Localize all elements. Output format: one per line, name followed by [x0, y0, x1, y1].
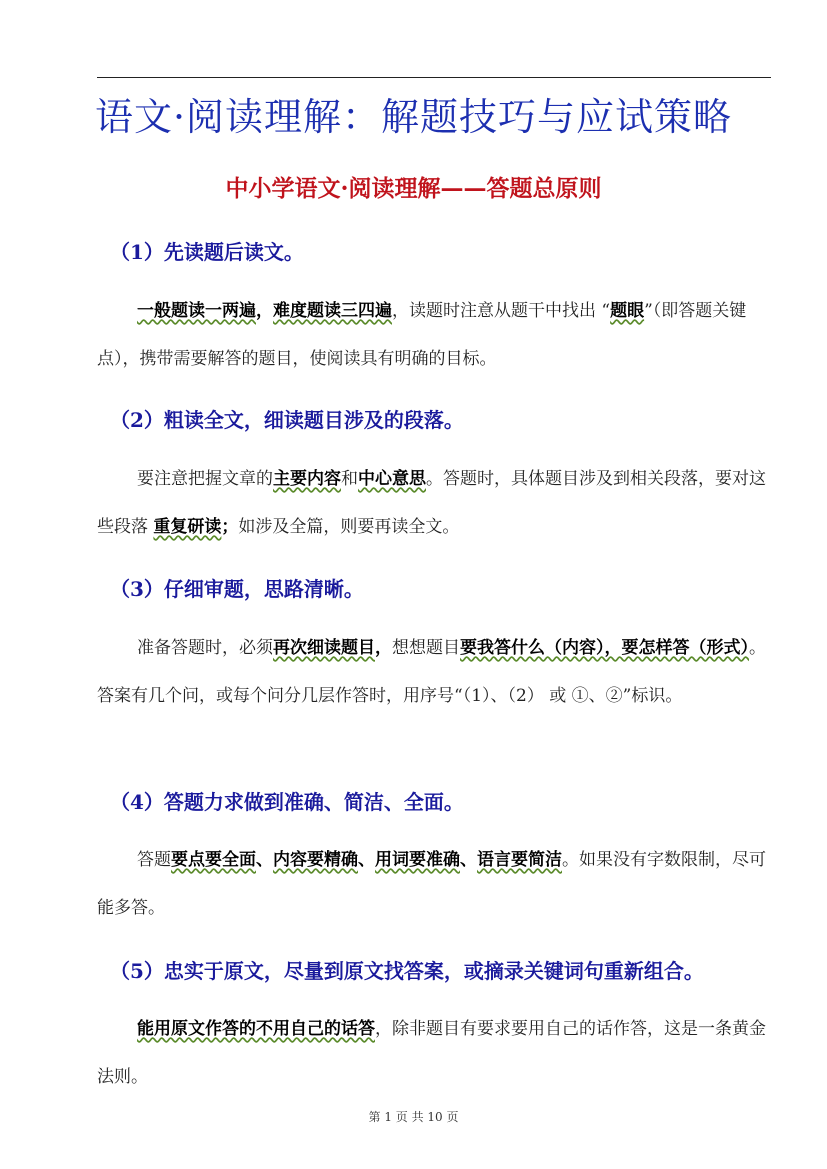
section-2-paragraph [97, 455, 769, 551]
emphasis-text: 题眼 [610, 301, 645, 321]
section-3-paragraph [97, 624, 769, 720]
emphasis-text: 难度题读三四遍 [273, 301, 392, 321]
document-title: 语文·阅读理解：解题技巧与应试策略 [94, 95, 733, 139]
section-1-heading: （1）先读题后读文。 [110, 240, 304, 264]
emphasis-text: ， [256, 301, 273, 321]
emphasis-text: 再次细读题目 [273, 638, 375, 658]
emphasis-text: 、 [256, 850, 273, 870]
section-5-heading: （5）忠实于原文，尽量到原文找答案，或摘录关键词句重新组合。 [110, 959, 704, 983]
emphasis-text: 、 [358, 850, 375, 870]
section-1-paragraph [97, 287, 769, 383]
body-text: 如涉及全篇，则要再读全文。 [238, 517, 460, 537]
document-subtitle: 中小学语文·阅读理解——答题总原则 [225, 175, 602, 202]
emphasis-text: ， [375, 638, 392, 658]
section-3-heading: （3）仔细审题，思路清晰。 [110, 577, 364, 601]
emphasis-text: 语言要简洁 [477, 850, 562, 870]
emphasis-text: 中心意思 [358, 469, 426, 489]
body-text: ，读题时注意从题干中找出 “ [392, 301, 611, 321]
body-text: 答题 [137, 850, 171, 870]
body-text: 想想题目 [392, 638, 460, 658]
body-text: 。答案有几个问，或每个问分几层作答时，用序号“（1）、（2） 或 ①、②”标识。 [97, 638, 766, 706]
section-2-heading: （2）粗读全文，细读题目涉及的段落。 [110, 408, 464, 432]
emphasis-text: 、 [460, 850, 477, 870]
emphasis-text: ； [221, 517, 239, 537]
body-text: 。答题时，具体题目涉及到相关段落，要对这些段落 [97, 469, 766, 537]
emphasis-text: 一般题读一两遍 [137, 301, 256, 321]
page-footer: 第 1 页 共 10 页 [368, 1110, 459, 1124]
section-4-paragraph [97, 836, 769, 932]
body-text: ，除非题目有要求要用自己的话作答，这是一条黄金法则。 [97, 1019, 766, 1087]
body-text: 。如果没有字数限制，尽可能多答。 [97, 850, 766, 918]
emphasis-text: 内容要精确 [273, 850, 358, 870]
section-4-heading: （4）答题力求做到准确、简洁、全面。 [110, 790, 464, 814]
body-text: ”（即答题关键点），携带需要解答的题目，使阅读具有明确的目标。 [97, 301, 747, 369]
emphasis-text: 能用原文作答的不用自己的话答 [137, 1019, 375, 1039]
body-text: 和 [341, 469, 358, 489]
emphasis-text: 主要内容 [273, 469, 341, 489]
body-text: 准备答题时，必须 [137, 638, 273, 658]
emphasis-text: 要点要全面 [171, 850, 256, 870]
emphasis-text: 用词要准确 [375, 850, 460, 870]
emphasis-text: 重复研读 [153, 517, 222, 537]
body-text: 要注意把握文章的 [137, 469, 273, 489]
header-rule [97, 77, 771, 78]
emphasis-text: 要我答什么（内容），要怎样答（形式） [460, 638, 749, 658]
section-5-paragraph [97, 1005, 769, 1101]
